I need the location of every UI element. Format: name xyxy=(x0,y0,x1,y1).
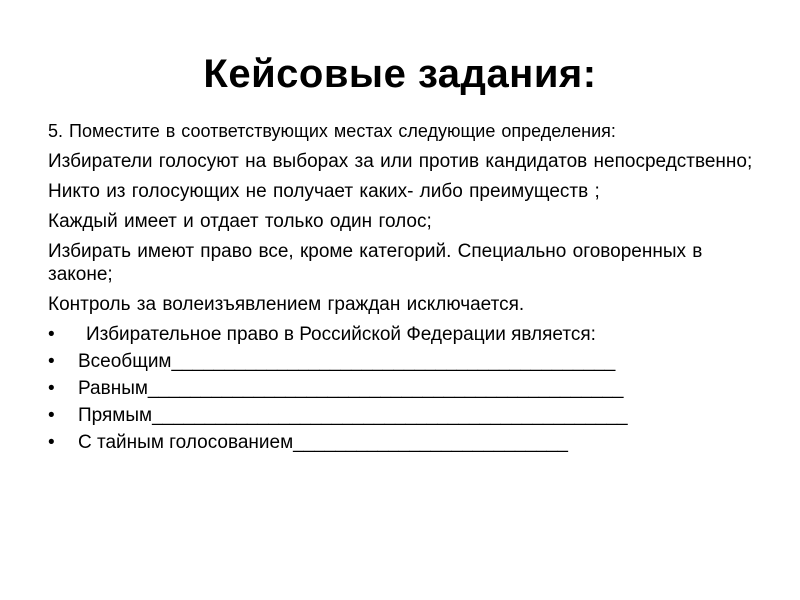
bullet-text: Прямым_____________________________________________ xyxy=(78,405,628,426)
definition-one-vote: Каждый имеет и отдает только один голос; xyxy=(48,211,432,232)
bullet-marker: • xyxy=(48,378,55,399)
bullet-item xyxy=(48,350,768,373)
bullet-text: С тайным голосованием__________________________ xyxy=(78,432,568,453)
definition-secret: Контроль за волеизъявлением граждан исключается. xyxy=(48,294,525,315)
bullet-item xyxy=(48,377,768,400)
bullet-text: Всеобщим__________________________________________ xyxy=(78,351,616,372)
slide-body xyxy=(48,120,768,458)
bullet-text: Избирательное право в Российской Федерации является: xyxy=(86,324,596,345)
definition-direct: Избиратели голосуют на выборах за или против кандидатов непосредственно; xyxy=(48,151,753,172)
bullet-marker: • xyxy=(48,432,55,453)
task-instruction: 5. Поместите в соответствующих местах следующие определения: xyxy=(48,121,616,141)
bullet-item xyxy=(48,323,768,346)
bullet-list xyxy=(48,323,768,454)
bullet-marker: • xyxy=(48,405,55,426)
bullet-text: Равным_____________________________________________ xyxy=(78,378,624,399)
bullet-marker: • xyxy=(48,324,55,345)
slide-title: Кейсовые задания: xyxy=(203,52,597,96)
definition-universal: Избирать имеют право все, кроме категорий. Специально оговоренных в законе; xyxy=(48,241,703,285)
bullet-item xyxy=(48,404,768,427)
bullet-item xyxy=(48,431,768,454)
bullet-marker: • xyxy=(48,351,55,372)
definition-equal: Никто из голосующих не получает каких- либо преимуществ ; xyxy=(48,181,600,202)
